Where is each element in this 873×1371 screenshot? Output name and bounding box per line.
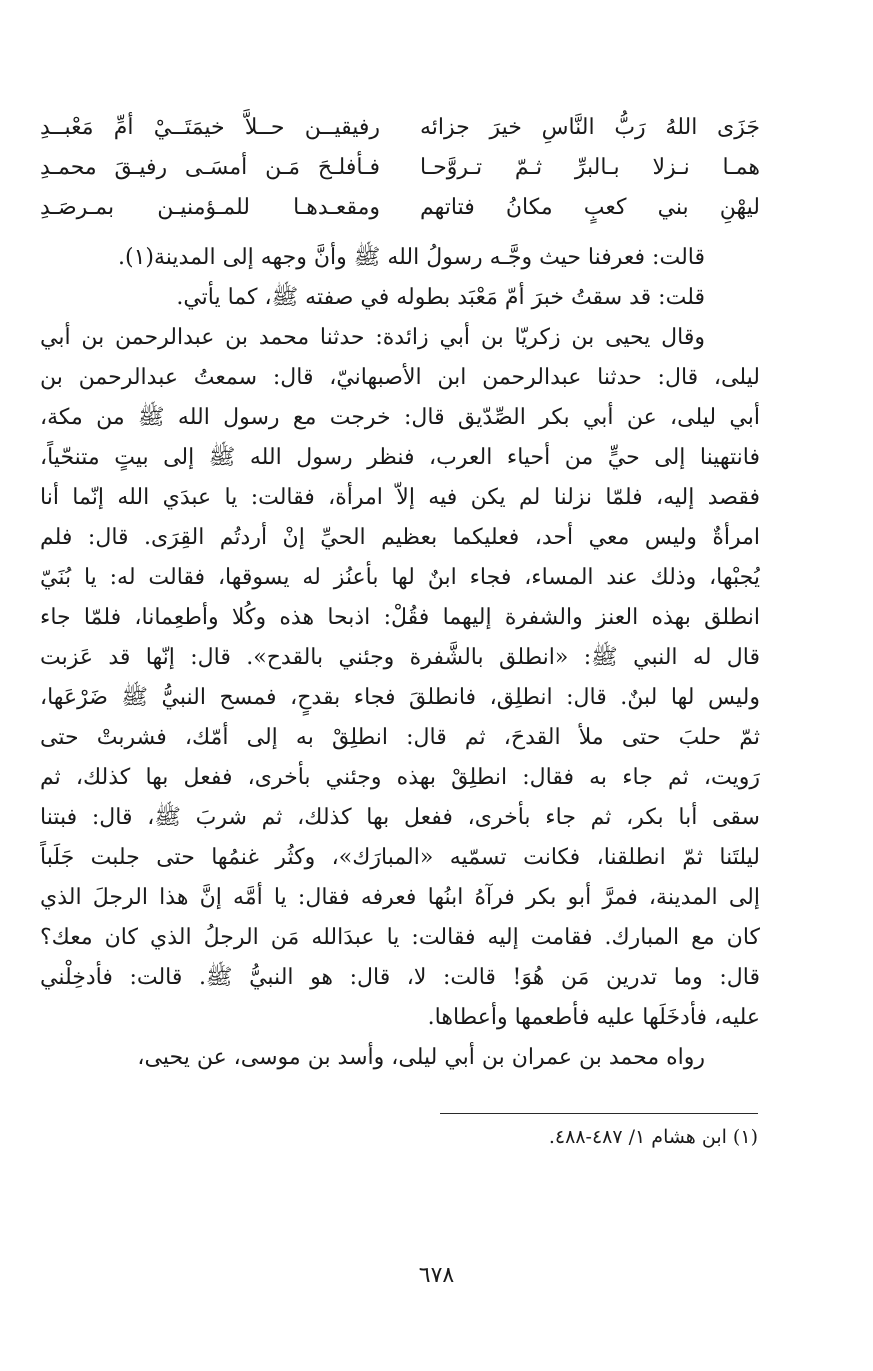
text-line: قال: وما تدرين مَن هُوَ! قالت: لا، قال: هو النبيُّ ﷺ. قالت: فأدخِلْني bbox=[40, 965, 760, 990]
poem-verse bbox=[40, 188, 760, 228]
verse-second-hemistich: ومقعـدهـا للمـؤمنيـن بمـرصَـدِ bbox=[40, 195, 380, 220]
text-line: فقصد إليه، فلمّا نزلنا لم يكن فيه إلاّ امرأة، فقالت: يا عبدَي الله إنّما أنا bbox=[40, 485, 760, 510]
text-line: قال له النبي ﷺ: «انطلق بالشَّفرة وجئني بالقدح». قال: إنّها قد عَزبت bbox=[40, 645, 760, 670]
poem-verse bbox=[40, 148, 760, 188]
footnote: (١) ابن هشام ١/ ٤٨٧-٤٨٨. bbox=[548, 1126, 758, 1148]
text-line: قالت: فعرفنا حيث وجَّـه رسولُ الله ﷺ وأنَّ وجهه إلى المدينة(١). bbox=[117, 245, 705, 270]
text-line: عليه، فأدخَلَها عليه فأطعمها وأعطاها. bbox=[427, 1005, 760, 1030]
paragraph bbox=[40, 238, 760, 278]
text-line: أبي ليلى، عن أبي بكر الصِّدّيق قال: خرجت مع رسول الله ﷺ من مكة، bbox=[40, 405, 760, 430]
text-line: كان مع المبارك. فقامت إليه فقالت: يا عبدَالله مَن الرجلُ الذي كان معك؟ bbox=[40, 925, 760, 950]
verse-first-hemistich: جَزَى اللهُ رَبُّ النَّاسِ خيرَ جزائه bbox=[420, 115, 760, 140]
poem-verse bbox=[40, 108, 760, 148]
body-text bbox=[40, 238, 760, 1078]
page-number: ٦٧٨ bbox=[418, 1263, 455, 1288]
text-line: رَويت، ثم جاء به فقال: انطلِقْ بهذه وجئني بأخرى، ففعل بها كذلك، ثم bbox=[40, 765, 760, 790]
text-line: قلت: قد سقتُ خبرَ أمّ مَعْبَد بطوله في صفته ﷺ، كما يأتي. bbox=[176, 285, 705, 310]
text-line: امرأةٌ وليس معي أحد، فعليكما بعظيم الحيِّ إنْ أردتُم القِرَى. قال: فلم bbox=[40, 525, 760, 550]
text-line: ليلتَنا ثمّ انطلقنا، فكانت تسمّيه «المبارَك»، وكثُر غنمُها حتى جلبت جَلَباً bbox=[40, 845, 760, 870]
poem bbox=[40, 108, 760, 228]
text-line: فانتهينا إلى حيٍّ من أحياء العرب، فنظر رسول الله ﷺ إلى بيتٍ متنحّياً، bbox=[40, 445, 760, 470]
text-line: ثمّ حلبَ حتى ملأ القدحَ، ثم قال: انطلِقْ به إلى أمّك، فشربتْ حتى bbox=[40, 725, 760, 750]
text-line: وقال يحيى بن زكريّا بن أبي زائدة: حدثنا محمد بن عبدالرحمن بن أبي bbox=[40, 325, 705, 350]
verse-first-hemistich: ليهْنِ بني كعبٍ مكانُ فتاتهم bbox=[420, 195, 760, 220]
text-line: ليلى، قال: حدثنا عبدالرحمن ابن الأصبهانيّ، قال: سمعتُ عبدالرحمن بن bbox=[40, 365, 760, 390]
verse-second-hemistich: فـأفلـحَ مَـن أمسَـى رفيـقَ محمـدِ bbox=[40, 155, 380, 180]
verse-first-hemistich: همـا نـزلا بـالبرِّ ثـمّ تـروَّحـا bbox=[420, 155, 760, 180]
text-line: وليس لها لبنٌ. قال: انطلِق، فانطلقَ فجاء بقدحٍ، فمسح النبيُّ ﷺ ضَرْعَها، bbox=[40, 685, 760, 710]
paragraph bbox=[40, 278, 760, 318]
text-line: رواه محمد بن عمران بن أبي ليلى، وأسد بن موسى، عن يحيى، bbox=[137, 1045, 705, 1070]
text-line: يُجبْها، وذلك عند المساء، فجاء ابنٌ لها بأعنُز له يسوقها، فقالت له: يا بُنَيّ bbox=[40, 565, 760, 590]
paragraph bbox=[40, 1038, 760, 1078]
text-line: إلى المدينة، فمرَّ أبو بكر فرآهُ ابنُها فعرفه فقال: يا أمَّه إنَّ هذا الرجلَ الذي bbox=[40, 885, 760, 910]
verse-second-hemistich: رفيقيــن حــلاَّ خيمَتَــيْ أمِّ مَعْبــدِ bbox=[40, 115, 380, 140]
text-line: سقى أبا بكر، ثم جاء بأخرى، ففعل بها كذلك، ثم شربَ ﷺ، قال: فبتنا bbox=[40, 805, 760, 830]
paragraph bbox=[40, 318, 760, 1038]
text-line: انطلق بهذه العنز والشفرة إليهما فقُلْ: اذبحا هذه وكُلا وأطعِمانا، فلمّا جاء bbox=[40, 605, 760, 630]
footnote-divider bbox=[440, 1113, 758, 1114]
